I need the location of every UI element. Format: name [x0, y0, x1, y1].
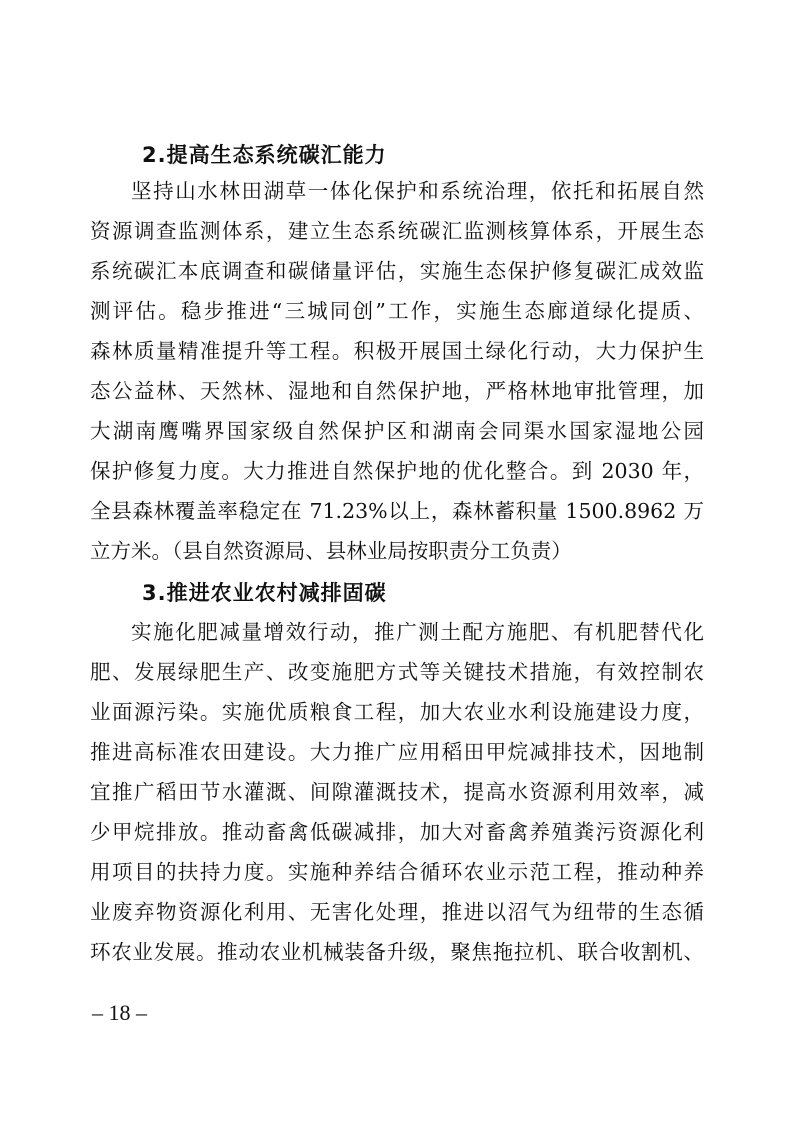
text-line: 大湖南鹰嘴界国家级自然保护区和湖南会同渠水国家湿地公园: [90, 419, 704, 443]
text-line: 保护修复力度。大力推进自然保护地的优化整合。到 2030 年，: [90, 459, 704, 483]
text-line: 系统碳汇本底调查和碳储量评估，实施生态保护修复碳汇成效监: [90, 259, 704, 283]
text-line: 森林质量精准提升等工程。积极开展国土绿化行动，大力保护生: [90, 339, 704, 363]
text-line: 推进高标准农田建设。大力推广应用稻田甲烷减排技术，因地制: [90, 740, 704, 764]
text-line: 全县森林覆盖率稳定在 71.23%以上，森林蓄积量 1500.8962 万: [90, 499, 704, 523]
text-line: 环农业发展。推动农业机械装备升级，聚焦拖拉机、联合收割机、: [90, 940, 704, 964]
text-line: 坚持山水林田湖草一体化保护和系统治理，依托和拓展自然: [131, 179, 704, 203]
text-line: 用项目的扶持力度。实施种养结合循环农业示范工程，推动种养: [90, 860, 704, 884]
section-heading: 2.提高生态系统碳汇能力: [142, 143, 387, 167]
text-line: 肥、发展绿肥生产、改变施肥方式等关键技术措施，有效控制农: [90, 660, 704, 684]
text-line: 立方米。（县自然资源局、县林业局按职责分工负责）: [90, 539, 572, 563]
text-line: 少甲烷排放。推动畜禽低碳减排，加大对畜禽养殖粪污资源化利: [90, 820, 704, 844]
text-line: 业面源污染。实施优质粮食工程，加大农业水利设施建设力度，: [90, 700, 704, 724]
text-line: 宜推广稻田节水灌溉、间隙灌溉技术，提高水资源利用效率，减: [90, 780, 704, 804]
text-line: 业废弃物资源化利用、无害化处理，推进以沼气为纽带的生态循: [90, 900, 704, 924]
text-line: 资源调查监测体系，建立生态系统碳汇监测核算体系，开展生态: [90, 219, 704, 243]
page-number: – 18 –: [92, 1000, 147, 1025]
text-line: 测评估。稳步推进“三城同创”工作，实施生态廊道绿化提质、: [90, 299, 704, 323]
text-line: 实施化肥减量增效行动，推广测土配方施肥、有机肥替代化: [131, 620, 704, 644]
section-paragraph: [90, 171, 704, 571]
text-line: 态公益林、天然林、湿地和自然保护地，严格林地审批管理，加: [90, 379, 704, 403]
section-heading: 3.推进农业农村减排固碳: [142, 581, 387, 605]
section-paragraph: [90, 612, 704, 972]
